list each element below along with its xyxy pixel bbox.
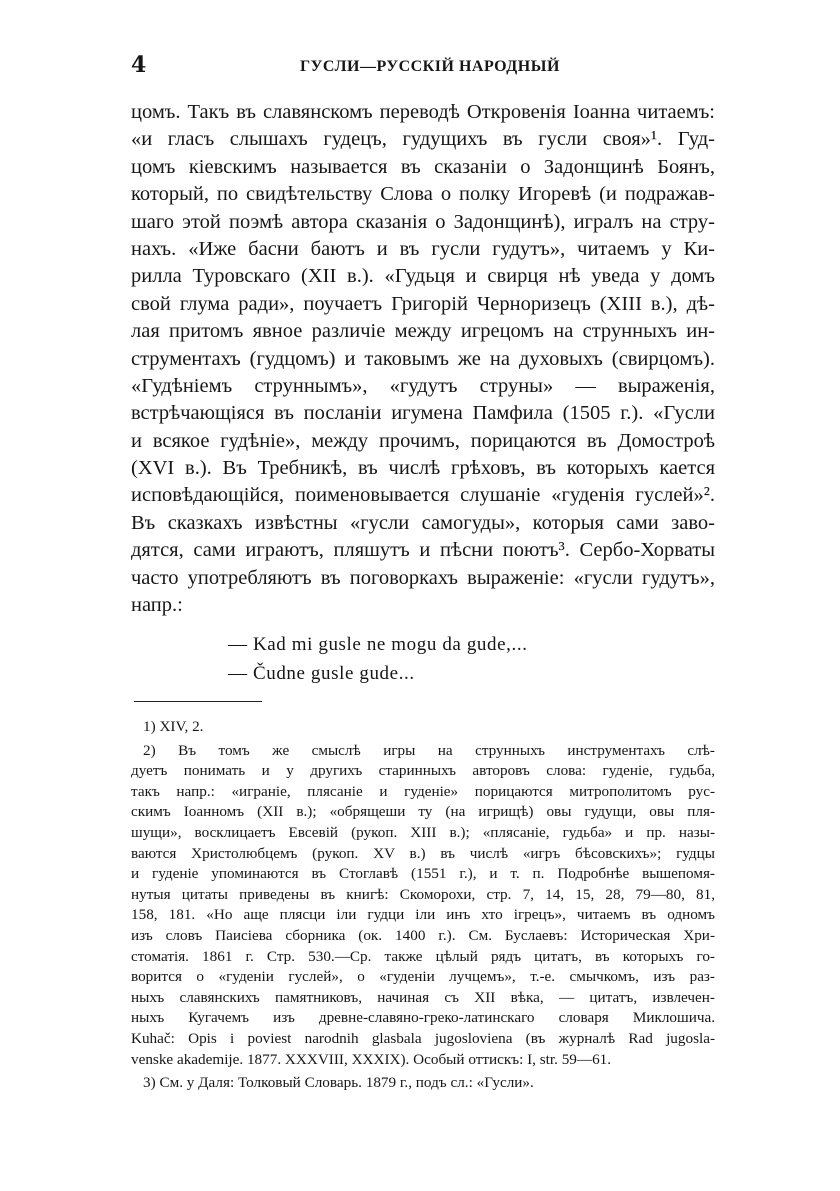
body-line: часто употребляютъ въ поговоркахъ выраженіе: «гусли гудутъ»,	[131, 566, 715, 589]
footnote-line: нутыя цитаты приведены въ книгѣ: Скоморохи, стр. 7, 14, 15, 28, 79—80, 81,	[131, 885, 715, 903]
body-line: напр.:	[131, 594, 183, 617]
running-title: ГУСЛИ—РУССКІЙ НАРОДНЫЙ	[300, 58, 560, 75]
body-line: и всякое гудѣніе», между прочимъ, порицаются въ Домостроѣ	[131, 429, 715, 452]
footnote-line: дуетъ понимать и у другихъ старинныхъ авторовъ слова: гуденіе, гудьба,	[131, 762, 715, 780]
footnote-line: 158, 181. «Но аще плясци іли гудци іли инъ хто ігрецъ», читаемъ въ одномъ	[131, 906, 715, 924]
footnote-line: изъ словъ Паисіева сборника (ок. 1400 г.). См. Буслаевъ: Историческая Хри-	[131, 926, 715, 944]
footnote-line: шущи», восклицаетъ Евсевій (рукоп. XIII в.); «плясаніе, гудьба» и пр. назы-	[131, 823, 715, 841]
footnote-line: ворится о «гуденіи гуслей», о «гуденіи лучцемъ», т.-е. смычкомъ, изъ раз-	[131, 968, 715, 986]
body-line: исповѣдающійся, поименовывается слушаніе «гуденія гуслей»².	[131, 484, 715, 507]
footnote-separator	[134, 701, 262, 702]
footnote-line: 2) Въ томъ же смыслѣ игры на струнныхъ инструментахъ слѣ-	[143, 741, 715, 759]
body-line: струментахъ (гудцомъ) и таковымъ же на духовыхъ (свирцомъ).	[131, 347, 715, 370]
body-line: лая притомъ явное различіе между игрецомъ на струнныхъ ин-	[131, 320, 715, 343]
verse-line: — Čudne gusle gude...	[228, 663, 415, 684]
footnote-line: ваются Христолюбцемъ (рукоп. XV в.) въ числѣ «игръ бѣсовскихъ»; гудцы	[131, 844, 715, 862]
body-line: нахъ. «Иже басни баютъ и въ гусли гудутъ», читаемъ у Ки-	[131, 237, 715, 260]
body-line: рилла Туровскаго (XII в.). «Гудьця и свирця нѣ уведа у домъ	[131, 265, 715, 288]
footnote-line: ныхъ Кугачемъ изъ древне-славяно-греко-латинскаго словаря Миклошича.	[131, 1009, 715, 1027]
page-number: 4	[131, 52, 147, 78]
body-line: встрѣчающіяся въ посланіи игумена Памфила (1505 г.). «Гусли	[131, 402, 715, 425]
body-line: шаго этой поэмѣ автора сказанія о Задонщинѣ), игралъ на стру-	[131, 210, 715, 233]
footnote-line: ныхъ славянскихъ памятниковъ, начиная съ XII вѣка, — цитатъ, извлечен-	[131, 988, 715, 1006]
body-line: «и гласъ слышахъ гудецъ, гудущихъ въ гусли своя»¹. Гуд-	[131, 128, 715, 151]
footnote-line: 3) См. у Даля: Толковый Словарь. 1879 г., подъ сл.: «Гусли».	[143, 1074, 534, 1092]
footnote-line: venske akademije. 1877. XXXVIII, XXXIX). Особый оттискъ: I, str. 59—61.	[131, 1050, 612, 1068]
body-line: (XVI в.). Въ Требникѣ, въ числѣ грѣховъ, въ которыхъ кается	[131, 457, 715, 480]
footnotes	[131, 717, 715, 1094]
footnote-line: Kuhač: Opis i poviest narodnih glasbala jugosloviena (въ журналѣ Rad jugosla-	[131, 1029, 715, 1047]
body-line: свой глума ради», поучаетъ Григорій Черноризецъ (XIII в.), дѣ-	[131, 292, 715, 315]
footnote-line: стоматія. 1861 г. Стр. 530.—Ср. также цѣлый рядъ цитатъ, въ которыхъ го-	[131, 947, 715, 965]
body-line: «Гудѣніемъ струннымъ», «гудутъ струны» — выраженія,	[131, 374, 715, 397]
body-line: дятся, сами играютъ, пляшутъ и пѣсни поютъ³. Сербо-Хорваты	[131, 539, 715, 562]
footnote-line: такъ напр.: «играніе, плясаніе и гуденіе» порицаются митрополитомъ рус-	[131, 782, 715, 800]
verse-line: — Kad mi gusle ne mogu da gude,...	[228, 634, 528, 655]
footnote-line: скимъ Іоанномъ (XII в.); «обрящеши ту (на игрищѣ) овы гудущи, овы пля-	[131, 803, 715, 821]
body-line: цомъ. Такъ въ славянскомъ переводѣ Откровенія Іоанна читаемъ:	[131, 101, 715, 123]
body-line: Въ сказкахъ извѣстны «гусли самогуды», которыя сами заво-	[131, 511, 715, 534]
body-line: цомъ кіевскимъ называется въ сказаніи о Задонщинѣ Боянъ,	[131, 155, 715, 178]
body-line: который, по свидѣтельству Слова о полку Игоревѣ (и подражав-	[131, 183, 715, 206]
footnote-line: и гуденіе упоминаются въ Стоглавѣ (1551 г.), и т. п. Подробнѣе вышепомя-	[131, 865, 715, 883]
body-text	[131, 99, 715, 619]
footnote-line: 1) XIV, 2.	[143, 718, 204, 735]
